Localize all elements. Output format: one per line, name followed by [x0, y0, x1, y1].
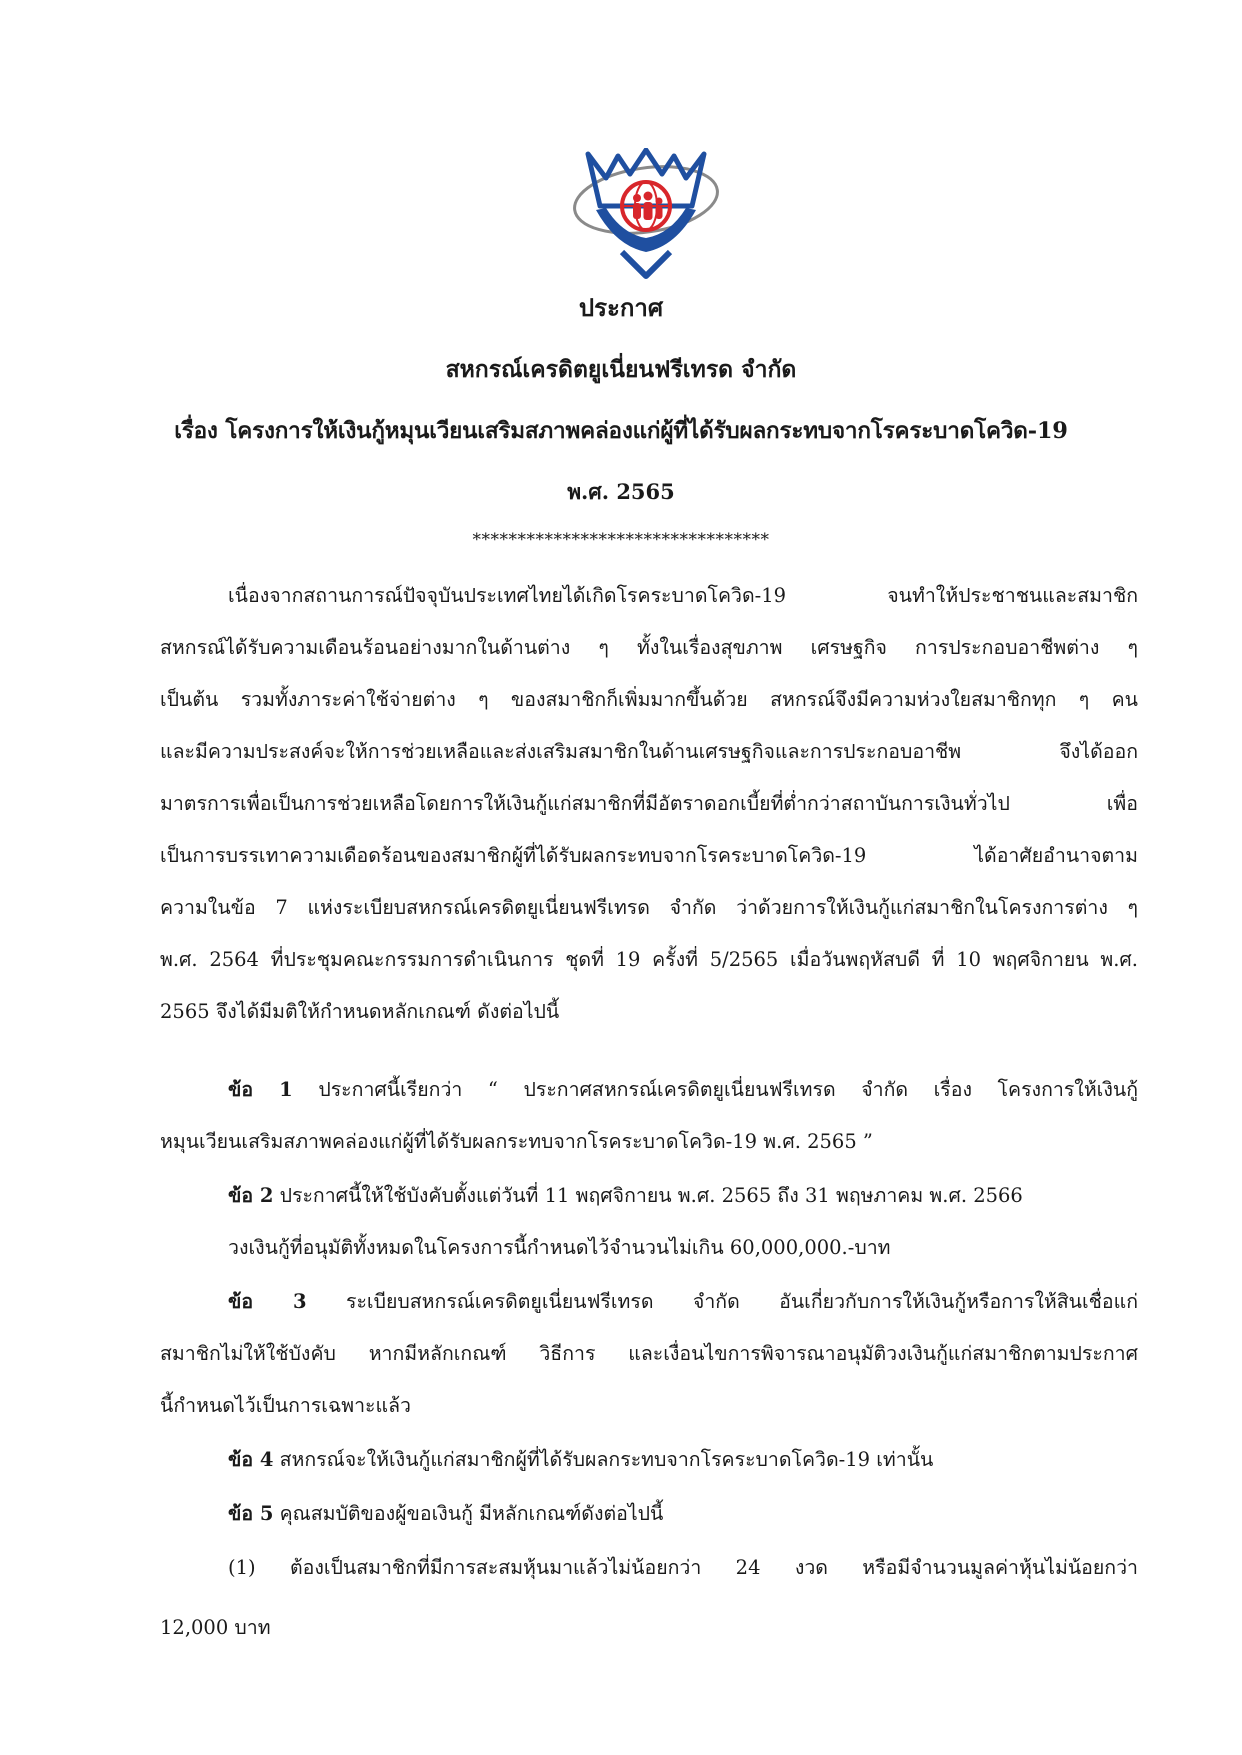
clause-4: [228, 1444, 933, 1475]
clause-3-label: ข้อ 3: [228, 1290, 307, 1313]
clause-3: [228, 1286, 1138, 1317]
clause-5: [228, 1498, 663, 1529]
clause-1-text: ประกาศนี้เรียกว่า “ ประกาศสหกรณ์เครดิตยูเนี่ยนฟรีเทรด จำกัด เรื่อง โครงการให้เงินกู้: [292, 1078, 1138, 1101]
clause-5-item-1: (1) ต้องเป็นสมาชิกที่มีการสะสมหุ้นมาแล้วไม่น้อยกว่า 24 งวด หรือมีจำนวนมูลค่าหุ้นไม่น้อยกว่า: [228, 1556, 1138, 1579]
intro-line: เนื่องจากสถานการณ์ปัจจุบันประเทศไทยได้เกิดโรคระบาดโควิด-19 จนทำให้ประชาชนและสมาชิก: [228, 584, 1138, 607]
organization-name: สหกรณ์เครดิตยูเนี่ยนฟรีเทรด จำกัด: [445, 356, 797, 383]
intro-line: พ.ศ. 2564 ที่ประชุมคณะกรรมการดำเนินการ ชุดที่ 19 ครั้งที่ 5/2565 เมื่อวันพฤหัสบดี ที่ 10 พฤศจิกายน พ.ศ.: [160, 948, 1138, 971]
intro-line: เป็นต้น รวมทั้งภาระค่าใช้จ่ายต่าง ๆ ของสมาชิกก็เพิ่มมากขึ้นด้วย สหกรณ์จึงมีความห่วงใยสมาชิกทุก ๆ คน: [160, 688, 1138, 711]
separator-line: *********************************: [472, 530, 770, 550]
clause-2-continued: วงเงินกู้ที่อนุมัติทั้งหมดในโครงการนี้กำหนดไว้จำนวนไม่เกิน 60,000,000.-บาท: [228, 1236, 891, 1259]
clause-5-item-1-continued: 12,000 บาท: [160, 1616, 271, 1639]
intro-line: มาตรการเพื่อเป็นการช่วยเหลือโดยการให้เงินกู้แก่สมาชิกที่มีอัตราดอกเบี้ยที่ต่ำกว่าสถาบันการเงินทั่วไป เพื่อ: [160, 792, 1138, 815]
clause-5-text: คุณสมบัติของผู้ขอเงินกู้ มีหลักเกณฑ์ดังต่อไปนี้: [273, 1502, 664, 1525]
clause-2: [228, 1180, 1023, 1211]
announcement-title: ประกาศ: [578, 293, 664, 322]
intro-line: 2565 จึงได้มีมติให้กำหนดหลักเกณฑ์ ดังต่อไปนี้: [160, 1000, 560, 1023]
clause-3-text: ระเบียบสหกรณ์เครดิตยูเนี่ยนฟรีเทรด จำกัด อันเกี่ยวกับการให้เงินกู้หรือการให้สินเชื่อแก่: [306, 1290, 1138, 1313]
intro-line: ความในข้อ 7 แห่งระเบียบสหกรณ์เครดิตยูเนี่ยนฟรีเทรด จำกัด ว่าด้วยการให้เงินกู้แก่สมาชิกในโครงการต่าง ๆ: [160, 896, 1138, 919]
intro-line: สหกรณ์ได้รับความเดือนร้อนอย่างมากในด้านต่าง ๆ ทั้งในเรื่องสุขภาพ เศรษฐกิจ การประกอบอาชีพต่าง ๆ: [160, 636, 1138, 659]
clause-3-continued: สมาชิกไม่ให้ใช้บังคับ หากมีหลักเกณฑ์ วิธีการ และเงื่อนไขการพิจารณาอนุมัติวงเงินกู้แก่สมาชิกตามประกาศ: [160, 1342, 1138, 1365]
announcement-year: พ.ศ. 2565: [567, 479, 675, 504]
intro-line: เป็นการบรรเทาความเดือดร้อนของสมาชิกผู้ที่ได้รับผลกระทบจากโรคระบาดโควิด-19 ได้อาศัยอำนาจตาม: [160, 844, 1138, 867]
clause-4-text: สหกรณ์จะให้เงินกู้แก่สมาชิกผู้ที่ได้รับผลกระทบจากโรคระบาดโควิด-19 เท่านั้น: [273, 1448, 934, 1471]
clause-4-label: ข้อ 4: [228, 1448, 274, 1471]
clause-2-text: ประกาศนี้ให้ใช้บังคับตั้งแต่วันที่ 11 พฤศจิกายน พ.ศ. 2565 ถึง 31 พฤษภาคม พ.ศ. 2566: [273, 1184, 1023, 1207]
clause-1-label: ข้อ 1: [228, 1078, 293, 1101]
clause-2-label: ข้อ 2: [228, 1184, 274, 1207]
clause-5-label: ข้อ 5: [228, 1502, 274, 1525]
intro-line: และมีความประสงค์จะให้การช่วยเหลือและส่งเสริมสมาชิกในด้านเศรษฐกิจและการประกอบอาชีพ จึงได้ออก: [160, 740, 1138, 763]
cooperative-logo: [566, 148, 726, 280]
announcement-subject: เรื่อง โครงการให้เงินกู้หมุนเวียนเสริมสภาพคล่องแก่ผู้ที่ได้รับผลกระทบจากโรคระบาดโควิด-19: [174, 418, 1068, 444]
clause-1: [228, 1074, 1138, 1105]
clause-1-continued: หมุนเวียนเสริมสภาพคล่องแก่ผู้ที่ได้รับผลกระทบจากโรคระบาดโควิด-19 พ.ศ. 2565 ”: [160, 1130, 873, 1153]
clause-3-continued: นี้กำหนดไว้เป็นการเฉพาะแล้ว: [160, 1394, 411, 1417]
